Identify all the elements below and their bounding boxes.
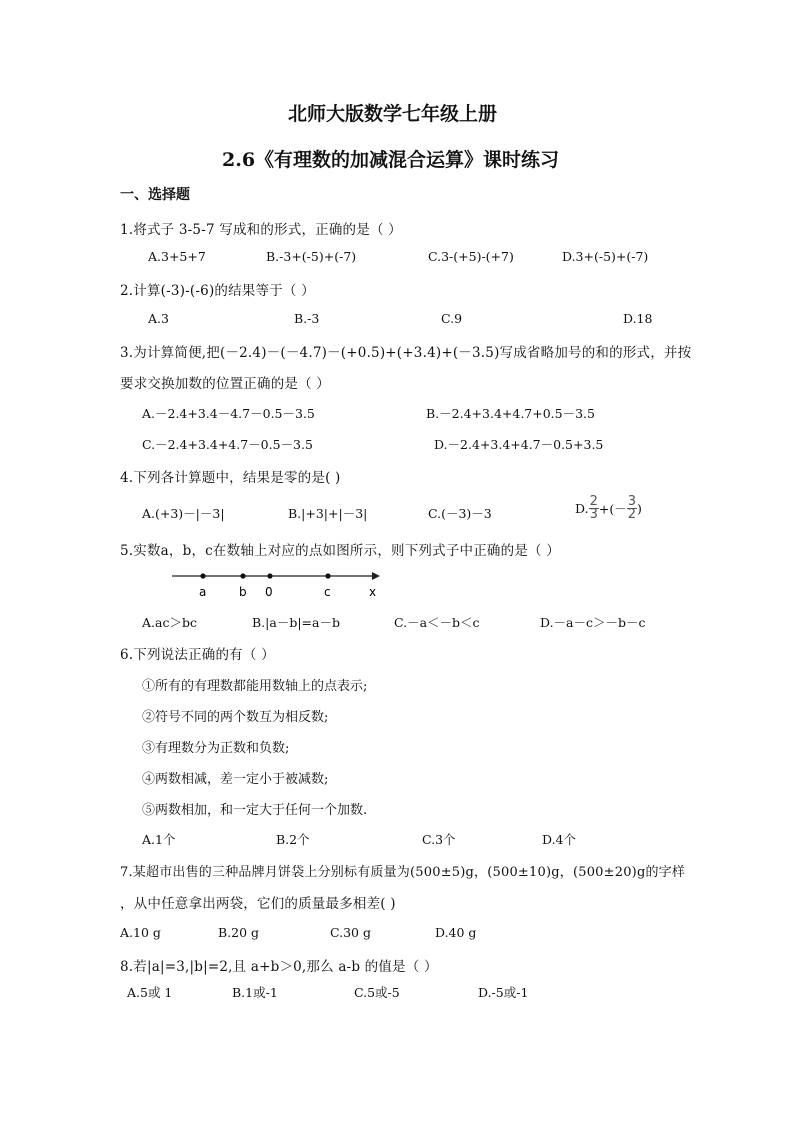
number-line-figure xyxy=(168,566,388,602)
fraction-1-denominator: 3 xyxy=(589,507,598,522)
question-5-option-c[interactable]: C.－a＜－b＜c xyxy=(394,615,480,630)
question-1-stem: 1.将式子 3-5-7 写成和的形式，正确的是（ ） xyxy=(120,222,402,238)
question-7-option-b[interactable]: B.20 g xyxy=(218,925,260,940)
document-title: 北师大版数学七年级上册 xyxy=(288,103,498,125)
question-2-option-a[interactable]: A.3 xyxy=(148,311,169,326)
question-1-option-a[interactable]: A.3+5+7 xyxy=(148,249,206,264)
question-6-statement-1: ①所有的有理数都能用数轴上的点表示; xyxy=(142,679,368,694)
question-8-option-c[interactable]: C.5或-5 xyxy=(354,985,400,1000)
question-3-option-a[interactable]: A.－2.4+3.4－4.7－0.5－3.5 xyxy=(142,406,315,421)
question-6-statement-5: ⑤两数相加，和一定大于任何一个加数. xyxy=(142,803,368,818)
point-a xyxy=(200,573,205,578)
question-2-option-d[interactable]: D.18 xyxy=(623,311,653,326)
question-7-stem-line-1: 7.某超市出售的三种品牌月饼袋上分别标有质量为(500±5)g，(500±10)g，(500±20)g的字样 xyxy=(120,865,686,880)
point-zero xyxy=(267,573,272,578)
point-c xyxy=(325,573,330,578)
question-4-stem: 4.下列各计算题中，结果是零的是( ) xyxy=(120,470,341,486)
question-1-option-b[interactable]: B.-3+(-5)+(-7) xyxy=(266,249,357,264)
question-6-option-d[interactable]: D.4个 xyxy=(542,832,577,847)
document-subtitle: 2.6《有理数的加减混合运算》课时练习 xyxy=(222,149,560,171)
question-4-option-c[interactable]: C.(－3)－3 xyxy=(428,506,492,521)
question-4-option-d-middle: +(－ xyxy=(598,501,627,517)
label-zero: 0 xyxy=(265,585,273,599)
question-4-option-a[interactable]: A.(+3)－|－3| xyxy=(142,506,225,521)
question-8-stem: 8.若|a|=3,|b|=2,且 a+b＞0,那么 a-b 的值是（ ） xyxy=(120,959,438,975)
question-4-option-b[interactable]: B.|+3|+|－3| xyxy=(288,506,368,521)
question-7-option-a[interactable]: A.10 g xyxy=(120,925,161,940)
label-a: a xyxy=(199,585,207,599)
question-3-option-d[interactable]: D.－2.4+3.4+4.7－0.5+3.5 xyxy=(434,437,604,452)
question-2-option-c[interactable]: C.9 xyxy=(441,311,463,326)
question-8-option-a[interactable]: A.5或 1 xyxy=(127,985,173,1000)
question-8-option-b[interactable]: B.1或-1 xyxy=(232,985,278,1000)
question-6-option-a[interactable]: A.1个 xyxy=(142,832,176,847)
fraction-2-denominator: 2 xyxy=(627,507,636,522)
question-6-option-c[interactable]: C.3个 xyxy=(422,832,456,847)
question-1-option-d[interactable]: D.3+(-5)+(-7) xyxy=(562,249,649,264)
question-3-option-c[interactable]: C.－2.4+3.4+4.7－0.5－3.5 xyxy=(142,437,313,452)
fraction-two-thirds xyxy=(589,496,599,521)
point-b xyxy=(240,573,245,578)
question-6-statement-3: ③有理数分为正数和负数; xyxy=(142,741,290,756)
question-3-option-b[interactable]: B.－2.4+3.4+4.7+0.5－3.5 xyxy=(426,406,595,421)
label-x: x xyxy=(369,585,377,599)
fraction-2-numerator: 3 xyxy=(627,494,636,509)
question-3-stem-line-2: 要求交换加数的位置正确的是（ ） xyxy=(120,376,330,392)
question-4-option-d-suffix: ) xyxy=(636,501,642,516)
question-3-stem-line-1: 3.为计算简便,把(－2.4)－(－4.7)－(+0.5)+(+3.4)+(－3.5)写成省略加号的和的形式，并按 xyxy=(120,345,692,361)
question-6-option-b[interactable]: B.2个 xyxy=(276,832,310,847)
question-2-stem: 2.计算(-3)-(-6)的结果等于（ ） xyxy=(120,283,315,299)
question-1-option-c[interactable]: C.3-(+5)-(+7) xyxy=(428,249,514,264)
question-7-stem-line-2: ，从中任意拿出两袋，它们的质量最多相差( ) xyxy=(120,896,396,912)
section-heading: 一、选择题 xyxy=(120,187,190,203)
question-7-option-c[interactable]: C.30 g xyxy=(330,925,371,940)
question-4-option-d[interactable] xyxy=(575,496,642,521)
question-6-statement-2: ②符号不同的两个数互为相反数; xyxy=(142,710,329,725)
label-c: c xyxy=(324,585,331,599)
fraction-three-halves xyxy=(627,496,637,521)
question-4-option-d-prefix: D. xyxy=(575,501,589,516)
question-5-option-d[interactable]: D.－a－c＞－b－c xyxy=(540,615,646,630)
question-6-stem: 6.下列说法正确的有（ ） xyxy=(120,647,275,663)
fraction-1-numerator: 2 xyxy=(589,494,598,509)
question-7-option-d[interactable]: D.40 g xyxy=(435,925,477,940)
question-6-statement-4: ④两数相减，差一定小于被减数; xyxy=(142,772,329,787)
number-line-arrow-icon xyxy=(372,572,380,580)
question-5-option-b[interactable]: B.|a－b|=a－b xyxy=(252,615,340,630)
question-2-option-b[interactable]: B.-3 xyxy=(294,311,320,326)
question-5-stem: 5.实数a，b，c在数轴上对应的点如图所示，则下列式子中正确的是（ ） xyxy=(120,543,560,559)
question-8-option-d[interactable]: D.-5或-1 xyxy=(478,985,529,1000)
question-5-option-a[interactable]: A.ac＞bc xyxy=(142,615,197,630)
label-b: b xyxy=(239,585,247,599)
